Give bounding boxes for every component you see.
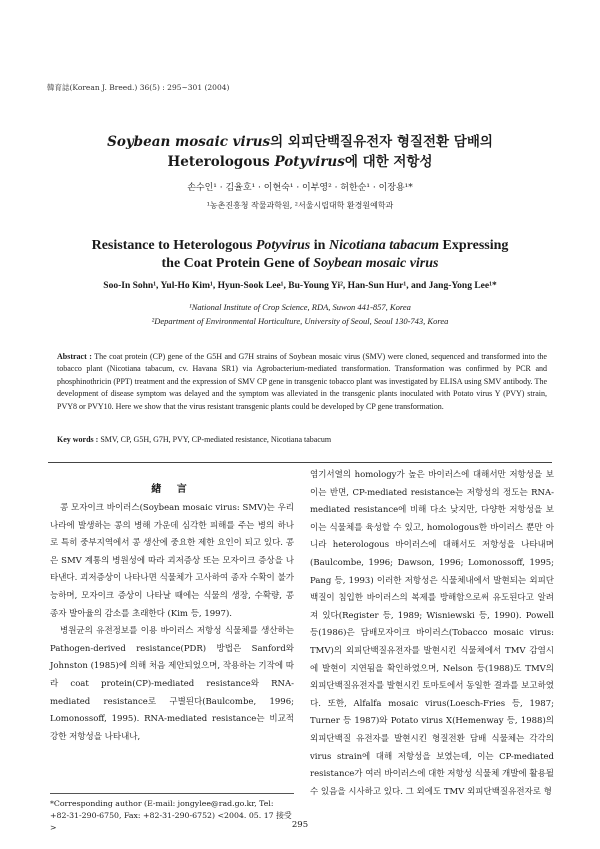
right-column xyxy=(310,467,554,801)
english-title-mid: in xyxy=(310,238,329,253)
english-title-line1 xyxy=(0,238,600,254)
korean-title-italic: Soybean mosaic virus xyxy=(107,134,271,150)
abstract xyxy=(57,351,547,413)
left-paragraph-2: 병원균의 유전정보를 이용 바이러스 저항성 식물체를 생산하는 Pathogen-derived resistance(PDR) 방법은 Sanford와 Johnston (1985)에 의해 처음 제안되었으며, 작용하는 기작에 따라 coat protein(CP)-mediated resistance와 RNA-mediated resistance로 구별된다(Baulcombe, 1996; Lomonossoff, 1995). RNA-mediated resistance는 비교적 강한 저항성을 나타내나, xyxy=(50,626,294,742)
korean-title-line2 xyxy=(0,150,600,170)
keywords-text: SMV, CP, G5H, G7H, PVY, CP-mediated resistance, Nicotiana tabacum xyxy=(100,435,332,444)
korean-title-line2-pre: Heterologous xyxy=(167,154,275,170)
right-paragraph: 염기서열의 homology가 높은 바이러스에 대해서만 저항성을 보이는 반면, CP-mediated resistance는 저항성의 정도는 RNA-mediated resistance에 비해 다소 낮지만, 다양한 저항성을 보이는 식물체를 육성할 수 있고, homologous한 바이러스 뿐만 아니라 heterologous 바이러스에 대해서도 저항성을 나타내며 (Baulcombe, 1996; Dawson, 1996; Lomonossoff, 1995; Pang 등, 1993) 이러한 저항성은 식물체내에서 발현되는 외피단백질이 침입한 바이러스의 복제를 방해함으로써 유도된다고 알려져 있다(Register 등, 1989; Wisniewski 등, 1990). Powell 등(1986)은 담배모자이크 바이러스(Tobacco mosaic virus: TMV)의 외피단백질유전자를 발현시킨 식물체에서 TMV 감염시에 발현이 지연됨을 확인하였으며, Nelson 등(1988)도 TMV의 외피단백질유전자를 발현시킨 토마토에서 동일한 결과를 보고하였다. 또한, Alfalfa mosaic virus(Loesch-Fries 등, 1987; Turner 등 1987)와 Potato virus X(Hemenway 등, 1988)의 외피단백질 유전자를 발현시킨 형질전환 담배 식물체는 각각의 virus strain에 대해 저항성을 보였는데, 이는 CP-mediated resistance가 여러 바이러스에 대한 저항성 식물체 개발에 활용될 수 있음을 시사하고 있다. 그 외에도 TMV 외피단백질유전자로 형 xyxy=(310,470,554,797)
korean-title-rest: 의 외피단백질유전자 형질전환 담배의 xyxy=(270,134,493,150)
abstract-text: The coat protein (CP) gene of the G5H and G7H strains of Soybean mosaic virus (SMV) were cloned, sequenced and transformed into the tobacco plant (Nicotiana tabacum, cv. Havana SR1) via Agrobacterium-mediated transformation. Transformation was confirmed by PCR and phosphinothricin (PPT) treatment and the expression of SMV CP gene in transgenic tobacco plant was investigated by ELISA using SMV antibody. The development of disease symptom was delayed and the symptom was alleviated in the transgenic plants inoculated with Potato virus Y (PVY) strain, PVY8 or PVY10. Here we show that the virus resistant transgenic plants could be developed by CP gene transformation. xyxy=(57,352,547,411)
left-paragraph-1: 콩 모자이크 바이러스(Soybean mosaic virus: SMV)는 우리나라에 발생하는 콩의 병해 가운데 심각한 피해를 주는 병의 하나로 특히 중부지역에서 콩 생산에 중요한 제한 요인이 되고 있다. 콩은 SMV 계통의 병원성에 따라 괴저증상 또는 모자이크 증상을 나타낸다. 괴저증상이 나타나면 식물체가 고사하여 종자 수확이 불가능하며, 모자이크 증상이 나타날 때에는 식물의 생장, 수확량, 콩 종자 발아율의 감소를 초래한다 (Kim 등, 1997). xyxy=(50,503,294,619)
journal-citation: 韓育誌(Korean J. Breed.) 36(5) : 295~301 (2004) xyxy=(47,83,230,92)
english-title-line2 xyxy=(0,256,600,272)
page-number: 295 xyxy=(291,820,309,830)
english-title-line2-pre: the Coat Protein Gene of xyxy=(161,256,314,271)
keywords xyxy=(57,435,547,444)
english-affiliation-2: ²Department of Environmental Horticulture, University of Seoul, Seoul 130-743, Korea xyxy=(151,316,449,326)
corresponding-author-footnote: *Corresponding author (E-mail: jongylee@rad.go.kr, Tel: +82-31-290-6750, Fax: +82-31-290-6752) <2004. 05. 17 接受 > xyxy=(50,799,292,832)
left-column xyxy=(50,500,294,746)
english-title-italic1: Potyvirus xyxy=(255,238,311,253)
footnote-divider xyxy=(50,793,294,794)
abstract-divider xyxy=(48,462,552,463)
section-heading-introduction: 緖 言 xyxy=(151,484,193,495)
keywords-label: Key words : xyxy=(57,435,99,444)
english-authors: Soo-In Sohn¹, Yul-Ho Kim¹, Hyun-Sook Lee¹, Bu-Young Yi², Han-Sun Hur¹, and Jang-Yong Lee¹* xyxy=(103,281,497,291)
korean-title-line1 xyxy=(0,130,600,150)
english-title-post: Expressing xyxy=(439,238,509,253)
korean-authors: 손수인¹ · 김율호¹ · 이현숙¹ · 이부영² · 허한순¹ · 이장용¹* xyxy=(187,183,413,193)
abstract-label: Abstract : xyxy=(57,352,92,361)
korean-title-line2-italic: Potyvirus xyxy=(274,154,345,170)
english-title-italic2: Nicotiana tabacum xyxy=(328,238,440,253)
english-affiliation-1: ¹National Institute of Crop Science, RDA, Suwon 441-857, Korea xyxy=(189,302,411,312)
english-title-pre: Resistance to Heterologous xyxy=(91,238,256,253)
korean-title-line2-rest: 에 대한 저항성 xyxy=(344,154,433,170)
korean-affiliations: ¹농촌진흥청 작물과학원, ²서울시립대학 환경원예학과 xyxy=(206,201,394,210)
english-title-line2-italic: Soybean mosaic virus xyxy=(313,256,439,271)
